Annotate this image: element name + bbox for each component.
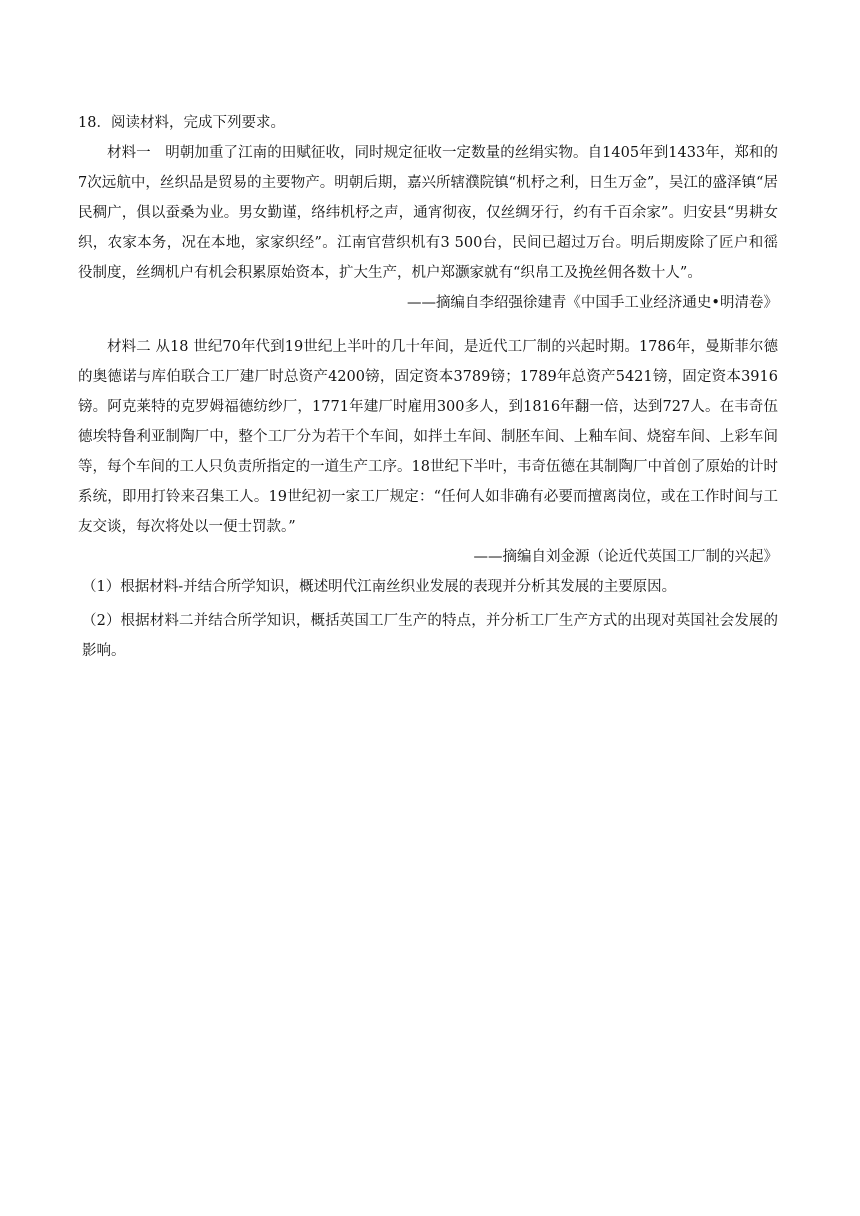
question-title: 18．阅读材料，完成下列要求。 [78,115,285,131]
question-block [78,108,778,666]
sub-question-2: （2）根据材料二并结合所学知识，概括英国工厂生产的特点，并分析工厂生产方式的出现对英国社会发展的影响。 [82,613,778,659]
material-two-source: ——摘编自刘金源（论近代英国工厂制的兴起》 [473,549,778,565]
material-two-text: 材料二 从18 世纪70年代到19世纪上半叶的几十年间，是近代工厂制的兴起时期。1786年，曼斯菲尔德的奥德诺与库伯联合工厂建厂时总资产4200镑，固定资本3789镑；1789年总资产5421镑，固定资本3916镑。阿克莱特的克罗姆福德纺纱厂，1771年建厂时雇用300多人，到1816年翻一倍，达到727人。在韦奇伍德埃特鲁利亚制陶厂中，整个工厂分为若干个车间，如拌土车间、制胚车间、上釉车间、烧窑车间、上彩车间等，每个车间的工人只负责所指定的一道生产工序。18世纪下半叶，韦奇伍德在其制陶厂中首创了原始的计时系统，即用打铃来召集工人。19世纪初一家工厂规定：“任何人如非确有必要而擅离岗位，或在工作时间与工友交谈，每次将处以一便士罚款。” [78,339,778,535]
sub-question-1: （1）根据材料-并结合所学知识，概述明代江南丝织业发展的表现并分析其发展的主要原因。 [82,579,677,595]
material-one-text: 材料一 明朝加重了江南的田赋征收，同时规定征收一定数量的丝绢实物。自1405年到1433年，郑和的7次远航中，丝织品是贸易的主要物产。明朝后期，嘉兴所辖濮院镇“机杼之利，日生万金”，吴江的盛泽镇“居民稠广，俱以蚕桑为业。男女勤谨，络纬机杼之声，通宵彻夜，仅丝绸牙行，约有千百余家”。归安县“男耕女织，农家本务，况在本地，家家织经”。江南官营织机有3 500台，民间已超过万台。明后期废除了匠户和徭役制度，丝绸机户有机会积累原始资本，扩大生产，机户郑灏家就有“织帛工及挽丝佣各数十人”。 [78,145,778,281]
material-one-source: ——摘编自李绍强徐建青《中国手工业经济通史•明清卷》 [406,295,778,311]
